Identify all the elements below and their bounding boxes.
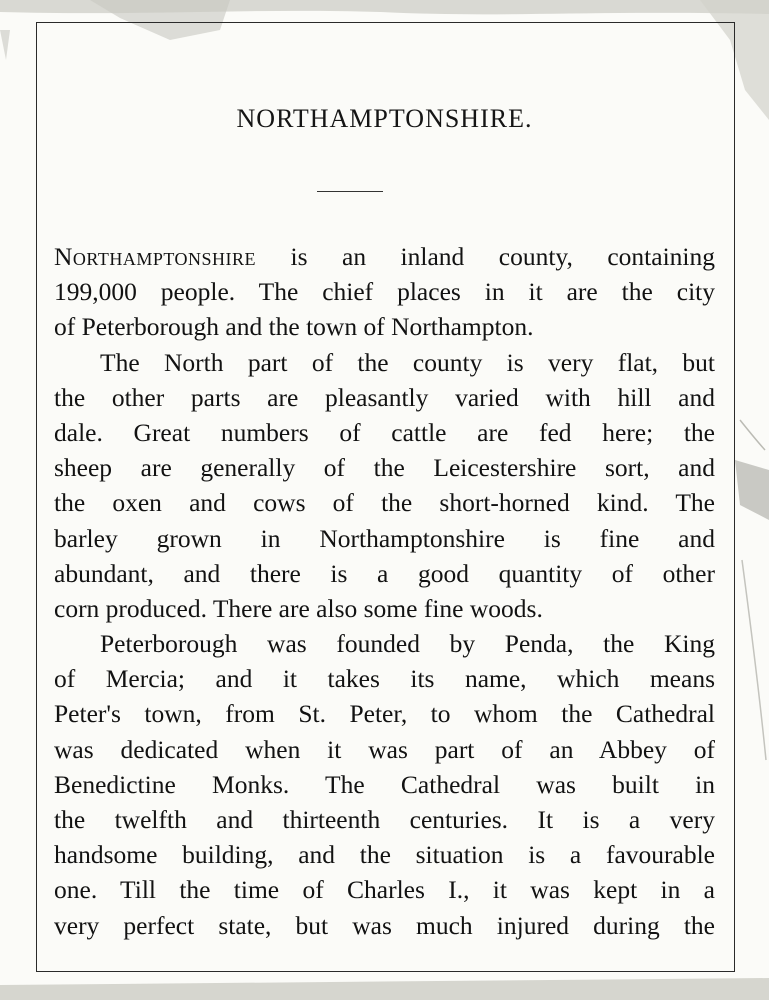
text-line: Peterborough was founded by Penda, the King bbox=[100, 629, 715, 659]
text-line: handsome building, and the situation is a favourable bbox=[54, 840, 715, 870]
smallcaps-word: Northamptonshire bbox=[54, 242, 257, 271]
text-line: one. Till the time of Charles I., it was kept in a bbox=[54, 875, 715, 905]
text-line: dale. Great numbers of cattle are fed here; the bbox=[54, 417, 715, 447]
text-line: abundant, and there is a good quantity of other bbox=[54, 558, 715, 588]
title-rule bbox=[317, 191, 383, 192]
text-line: Benedictine Monks. The Cathedral was built in bbox=[54, 769, 715, 799]
text-line: The North part of the county is very flat, but bbox=[100, 347, 715, 377]
text-line: of Peterborough and the town of Northampton. bbox=[54, 312, 534, 342]
text-line: barley grown in Northamptonshire is fine and bbox=[54, 523, 715, 553]
text-line: sheep are generally of the Leicestershire sort, and bbox=[54, 453, 715, 483]
text-line: the oxen and cows of the short-horned kind. The bbox=[54, 488, 715, 518]
text-line: 199,000 people. The chief places in it are the city bbox=[54, 277, 715, 307]
paragraph bbox=[54, 345, 715, 627]
paragraph bbox=[54, 239, 715, 345]
text-line: of Mercia; and it takes its name, which means bbox=[54, 664, 715, 694]
paragraph bbox=[54, 626, 715, 943]
text-line: Peter's town, from St. Peter, to whom the Cathedral bbox=[54, 699, 715, 729]
text-line: corn produced. There are also some fine woods. bbox=[54, 593, 543, 623]
text-line bbox=[54, 239, 715, 274]
line-text: is an inland county, containing bbox=[256, 242, 715, 271]
body-text bbox=[54, 239, 715, 943]
page-title: NORTHAMPTONSHIRE. bbox=[236, 104, 533, 133]
text-line: very perfect state, but was much injured during the bbox=[54, 910, 715, 940]
text-line: was dedicated when it was part of an Abbey of bbox=[54, 734, 715, 764]
text-line: the twelfth and thirteenth centuries. It is a very bbox=[54, 805, 715, 834]
text-line: the other parts are pleasantly varied with hill and bbox=[54, 382, 715, 412]
